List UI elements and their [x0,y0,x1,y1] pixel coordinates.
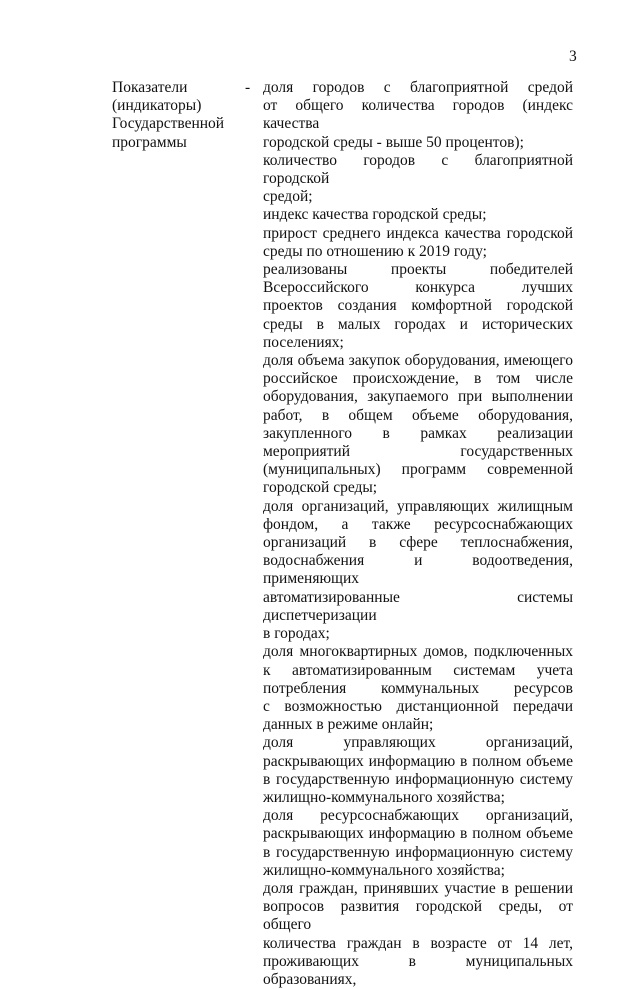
label-line: (индикаторы) [112,97,202,115]
text-line: прирост среднего индекса качества городской [263,224,573,242]
text-line: к автоматизированным системам учета [263,661,573,679]
indicator-item [263,734,573,807]
indicator-item [263,206,573,224]
text-line: мероприятий государственных [263,443,573,461]
indicator-item [263,807,573,880]
text-line: в городах; [263,625,330,643]
text-line: доля управляющих организаций, [263,734,573,752]
text-line: доля городов с благоприятной средой [263,79,573,96]
text-line: реализованы проекты победителей [263,261,573,279]
indicator-item [263,880,573,989]
text-line: средой; [263,188,313,206]
text-line: количество городов с благоприятной городской [263,151,573,188]
indicator-item [263,225,573,261]
indicator-item [263,643,573,734]
indicator-item [263,261,573,352]
text-line: вопросов развития городской среды, от общего [263,898,573,934]
text-line: с возможностью дистанционной передачи [263,697,573,715]
text-line: закупленного в рамках реализации [263,424,573,442]
indicator-item [263,498,573,644]
text-line: жилищно-коммунального хозяйства; [263,861,505,879]
text-line: Всероссийского конкурса лучших [263,279,573,297]
text-line: доля многоквартирных домов, подключенных [263,643,573,661]
label-line: Показатели [112,79,188,96]
text-line: городской среды; [263,479,378,497]
text-line: проживающих в муниципальных образованиях, [263,952,573,988]
text-line: фондом, а также ресурсоснабжающих [263,515,573,533]
text-line: количества граждан в возрасте от 14 лет, [263,934,573,952]
text-line: доля ресурсоснабжающих организаций, [263,807,573,825]
indicator-item [263,152,573,207]
text-line: работ, в общем объеме оборудования, [263,406,573,424]
text-line: городской среды - выше 50 процентов); [263,133,524,151]
text-line: в государственную информационную систему [263,843,573,861]
text-line: среды в малых городах и исторических [263,315,573,333]
section-label [112,79,242,152]
label-line: Государственной [112,115,225,133]
text-line: водоснабжения и водоотведения, применяющих [263,552,573,588]
text-line: проектов создания комфортной городской [263,297,573,315]
text-line: российское происхождение, в том числе [263,370,573,388]
text-line: индекс качества городской среды; [263,206,487,224]
indicator-list [263,79,573,989]
dash-separator: - [245,79,251,96]
text-line: автоматизированные системы диспетчеризации [263,588,573,624]
text-line: потребления коммунальных ресурсов [263,679,573,697]
text-line: раскрывающих информацию в полном объеме [263,825,573,843]
indicator-item [263,79,573,152]
text-line: в государственную информационную систему [263,770,573,788]
text-line: доля граждан, принявших участие в решении [263,879,573,897]
page-number: 3 [569,48,577,65]
text-line: среды по отношению к 2019 году; [263,242,487,260]
indicator-item [263,352,573,498]
text-line: (муниципальных) программ современной [263,461,573,479]
label-line: программы [112,133,187,151]
text-line: жилищно-коммунального хозяйства; [263,788,505,806]
text-line: раскрывающих информацию в полном объеме [263,752,573,770]
text-line: доля объема закупок оборудования, имеющего [263,352,573,370]
text-line: оборудования, закупаемого при выполнении [263,388,573,406]
text-line: поселениях; [263,333,344,351]
text-line: данных в режиме онлайн; [263,716,434,734]
text-line: от общего количества городов (индекс качества [263,97,573,133]
text-line: организаций в сфере теплоснабжения, [263,534,573,552]
text-line: доля организаций, управляющих жилищным [263,497,573,515]
